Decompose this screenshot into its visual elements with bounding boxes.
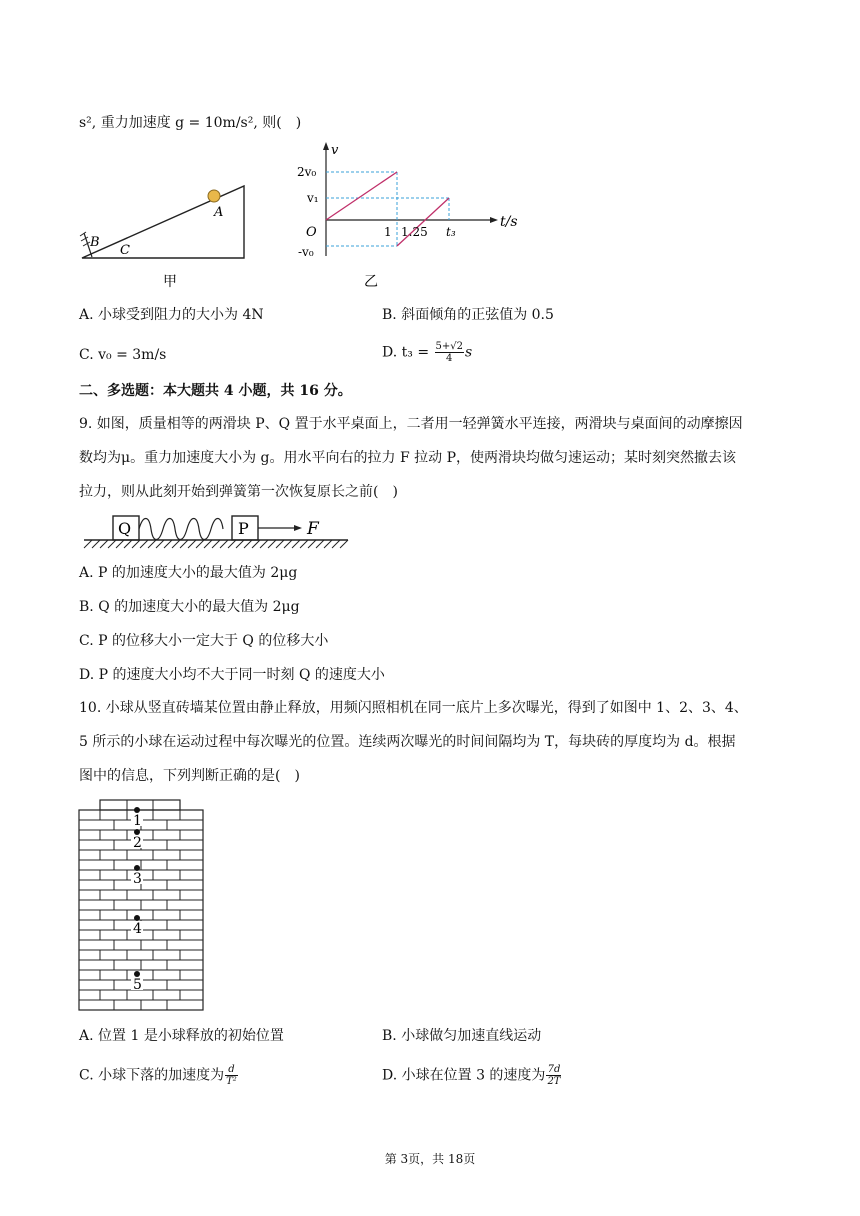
caption-jia: 甲 — [163, 274, 177, 290]
q10-option-d-num: 7d — [547, 1064, 561, 1075]
q10-option-c-num: d — [225, 1064, 238, 1076]
q8-option-d-fraction — [435, 341, 464, 364]
q10-option-c-fraction — [225, 1064, 238, 1087]
question-8-tail: s², 重力加速度 g = 10m/s², 则( ) — [79, 115, 302, 131]
q10-line-1: 10. 小球从竖直砖墙某位置由静止释放，用频闪照相机在同一底片上多次曝光，得到了如图中 1、2、3、4、 — [79, 700, 748, 716]
tick-t3: t₃ — [446, 225, 456, 239]
label-A: A — [214, 205, 224, 220]
label-C: C — [120, 243, 130, 258]
label-B: B — [90, 235, 100, 250]
tick-1-25: 1.25 — [401, 225, 428, 239]
tick-2v0: 2v₀ — [297, 165, 317, 179]
q10-line-2: 5 所示的小球在运动过程中每次曝光的位置。连续两次曝光的时间间隔均为 T，每块砖的厚度均为 d。根据 — [79, 734, 736, 750]
ball-position-label: 5 — [133, 977, 142, 993]
q9-option-d: D. P 的速度大小均不大于同一时刻 Q 的速度大小 — [79, 667, 385, 683]
q9-option-b: B. Q 的加速度大小的最大值为 2μg — [79, 599, 300, 615]
q8-option-d-den: 4 — [446, 353, 453, 364]
q9-line-2: 数均为μ。重力加速度大小为 g。用水平向右的拉力 F 拉动 P，使两滑块均做匀速运动；某时刻突然撤去该 — [79, 450, 736, 466]
q10-option-a: A. 位置 1 是小球释放的初始位置 — [79, 1028, 284, 1044]
q10-option-d-prefix: D. 小球在位置 3 的速度为 — [382, 1067, 546, 1084]
q8-option-a: A. 小球受到阻力的大小为 4N — [79, 307, 264, 323]
q8-option-b: B. 斜面倾角的正弦值为 0.5 — [382, 307, 554, 323]
caption-yi: 乙 — [364, 274, 378, 290]
tick-1: 1 — [384, 225, 392, 239]
q8-option-d-prefix: D. t₃ = — [382, 344, 434, 361]
y-axis-label: v — [331, 143, 339, 158]
tick-neg-v0: -v₀ — [298, 245, 314, 259]
q9-line-3: 拉力，则从此刻开始到弹簧第一次恢复原长之前( ) — [79, 484, 398, 500]
q10-option-c — [79, 1064, 239, 1087]
ball-position-label: 2 — [133, 835, 142, 851]
block-P-label: P — [238, 519, 249, 538]
origin-label: O — [306, 225, 317, 240]
q8-option-c: C. v₀ = 3m/s — [79, 347, 167, 363]
tick-v1: v₁ — [307, 191, 319, 205]
q10-option-c-prefix: C. 小球下落的加速度为 — [79, 1067, 225, 1084]
ball-position-label: 3 — [133, 871, 142, 887]
x-axis-label: t/s — [500, 214, 518, 230]
q9-option-a: A. P 的加速度大小的最大值为 2μg — [79, 565, 298, 581]
ball-position-label: 4 — [133, 921, 142, 937]
figure-jia-incline — [80, 186, 244, 258]
q8-option-d-suffix: s — [464, 344, 473, 361]
block-Q-label: Q — [118, 519, 132, 538]
page-footer: 第 3页，共 18页 — [384, 1152, 476, 1166]
section-heading-multi-choice: 二、多选题：本大题共 4 小题，共 16 分。 — [79, 383, 352, 399]
q9-option-c: C. P 的位移大小一定大于 Q 的位移大小 — [79, 633, 329, 649]
q10-option-b: B. 小球做匀加速直线运动 — [382, 1028, 542, 1044]
q10-option-d-den: 2T — [547, 1076, 561, 1087]
ball-icon — [208, 190, 220, 202]
force-F-label: F — [307, 519, 319, 539]
q8-option-d — [382, 341, 472, 364]
q9-line-1: 9. 如图，质量相等的两滑块 P、Q 置于水平桌面上，二者用一轻弹簧水平连接，两滑块与桌面间的动摩擦因 — [79, 416, 743, 432]
q10-option-d-fraction — [546, 1064, 561, 1087]
q10-option-c-den: T² — [226, 1076, 237, 1087]
q8-option-d-num: 5+√2 — [435, 341, 463, 352]
q10-line-3: 图中的信息，下列判断正确的是( ) — [79, 768, 300, 784]
ball-position-label: 1 — [133, 813, 142, 829]
q10-option-d — [382, 1064, 562, 1087]
